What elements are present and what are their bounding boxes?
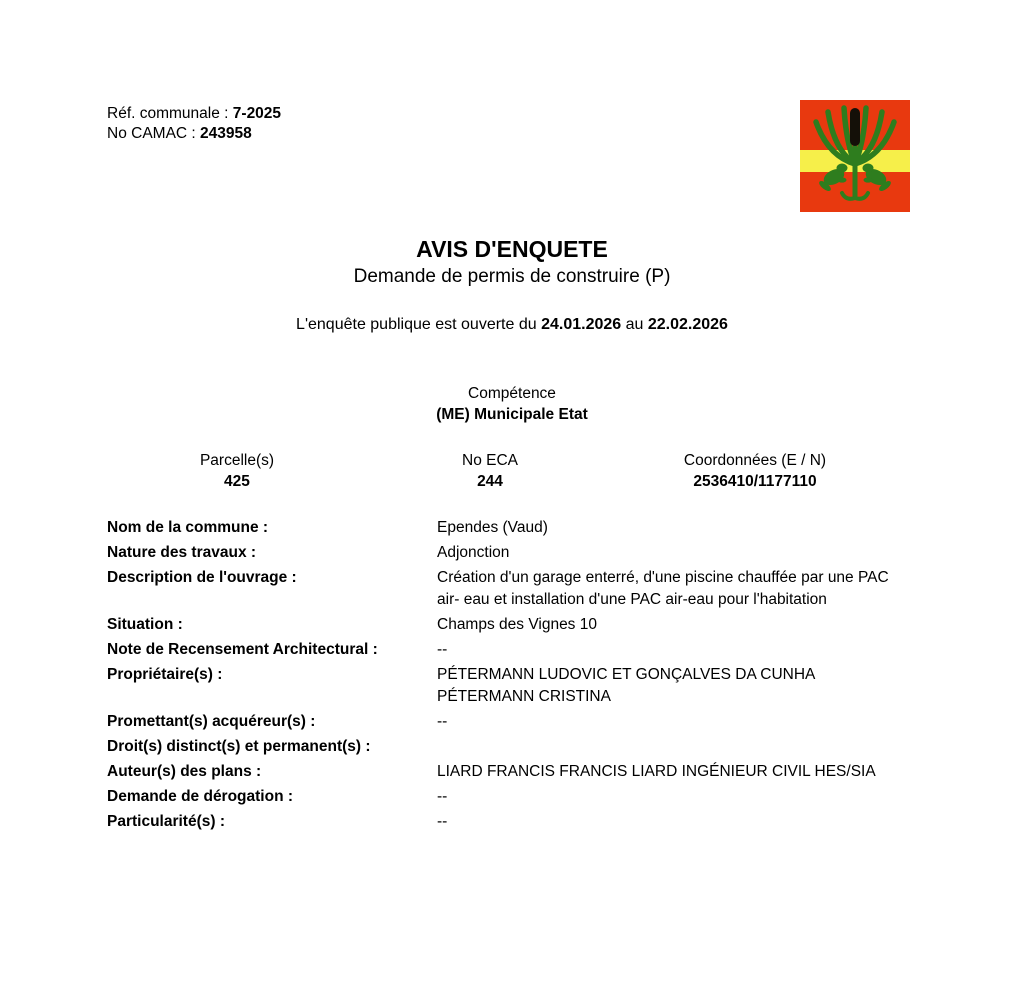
- field-label: Auteur(s) des plans :: [107, 763, 262, 780]
- enquiry-prefix: L'enquête publique est ouverte du: [296, 316, 537, 333]
- field-row-description-ouvrage: [107, 567, 907, 611]
- eca-column: [462, 450, 518, 492]
- communal-ref-value: 7-2025: [232, 105, 282, 122]
- field-label: Note de Recensement Architectural :: [107, 641, 378, 658]
- document-title: AVIS D'ENQUETE: [416, 236, 608, 262]
- enquiry-end-date: 22.02.2026: [647, 316, 728, 333]
- coordinates-value: 2536410/1177110: [693, 473, 817, 490]
- enquiry-start-date: 24.01.2026: [541, 316, 622, 333]
- commune-coat-of-arms: [800, 100, 910, 212]
- field-row-particularites: [107, 811, 907, 833]
- field-label: Droit(s) distinct(s) et permanent(s) :: [107, 738, 371, 755]
- field-value: --: [437, 641, 448, 658]
- field-row-note-recensement: [107, 639, 907, 661]
- field-value: LIARD FRANCIS FRANCIS LIARD INGÉNIEUR CIVIL HES/SIA: [437, 763, 876, 780]
- field-value: --: [437, 713, 448, 730]
- field-row-nature-travaux: [107, 542, 907, 564]
- field-value: Création d'un garage enterré, d'une piscine chauffée par une PAC air- eau et installation d'une PAC air-eau pour l'habitation: [437, 569, 889, 608]
- field-value: Champs des Vignes 10: [437, 616, 597, 633]
- competence-label: Compétence: [468, 385, 556, 402]
- parcel-label: Parcelle(s): [199, 452, 275, 469]
- enquiry-period-line: [0, 316, 1024, 334]
- field-row-demande-derogation: [107, 786, 907, 808]
- field-label: Nom de la commune :: [107, 519, 269, 536]
- parcel-column: [200, 450, 274, 492]
- enquiry-middle: au: [625, 316, 644, 333]
- field-row-situation: [107, 614, 907, 636]
- parcel-value: 425: [224, 473, 250, 490]
- coat-of-arms-icon: [800, 100, 910, 212]
- field-label: Nature des travaux :: [107, 544, 257, 561]
- camac-ref-label: No CAMAC :: [107, 125, 196, 142]
- field-label: Demande de dérogation :: [107, 788, 294, 805]
- field-label: Propriétaire(s) :: [107, 666, 223, 683]
- camac-ref-line: [107, 124, 281, 144]
- field-row-commune: [107, 517, 907, 539]
- field-label: Particularité(s) :: [107, 813, 226, 830]
- field-row-droits-distincts: [107, 736, 907, 758]
- competence-value: (ME) Municipale Etat: [436, 406, 588, 423]
- field-row-proprietaires: [107, 664, 907, 708]
- eca-value: 244: [477, 473, 503, 490]
- field-value: Adjonction: [437, 544, 510, 561]
- field-value: Ependes (Vaud): [437, 519, 548, 536]
- competence-block: [0, 383, 1024, 425]
- camac-ref-value: 243958: [200, 125, 252, 142]
- fields-section: [107, 517, 907, 836]
- communal-ref-line: [107, 104, 281, 124]
- field-label: Promettant(s) acquéreur(s) :: [107, 713, 316, 730]
- field-label: Situation :: [107, 616, 183, 633]
- coordinates-label: Coordonnées (E / N): [683, 452, 827, 469]
- coordinates-column: [684, 450, 826, 492]
- reference-block: [107, 104, 281, 144]
- communal-ref-label: Réf. communale :: [107, 105, 229, 122]
- field-value: PÉTERMANN LUDOVIC ET GONÇALVES DA CUNHA PÉTERMANN CRISTINA: [437, 666, 815, 705]
- field-row-promettant-acquereur: [107, 711, 907, 733]
- field-row-auteur-plans: [107, 761, 907, 783]
- field-value: --: [437, 813, 448, 830]
- field-label: Description de l'ouvrage :: [107, 569, 297, 586]
- field-value: --: [437, 788, 448, 805]
- document-subtitle: Demande de permis de construire (P): [353, 266, 671, 287]
- eca-label: No ECA: [462, 452, 518, 469]
